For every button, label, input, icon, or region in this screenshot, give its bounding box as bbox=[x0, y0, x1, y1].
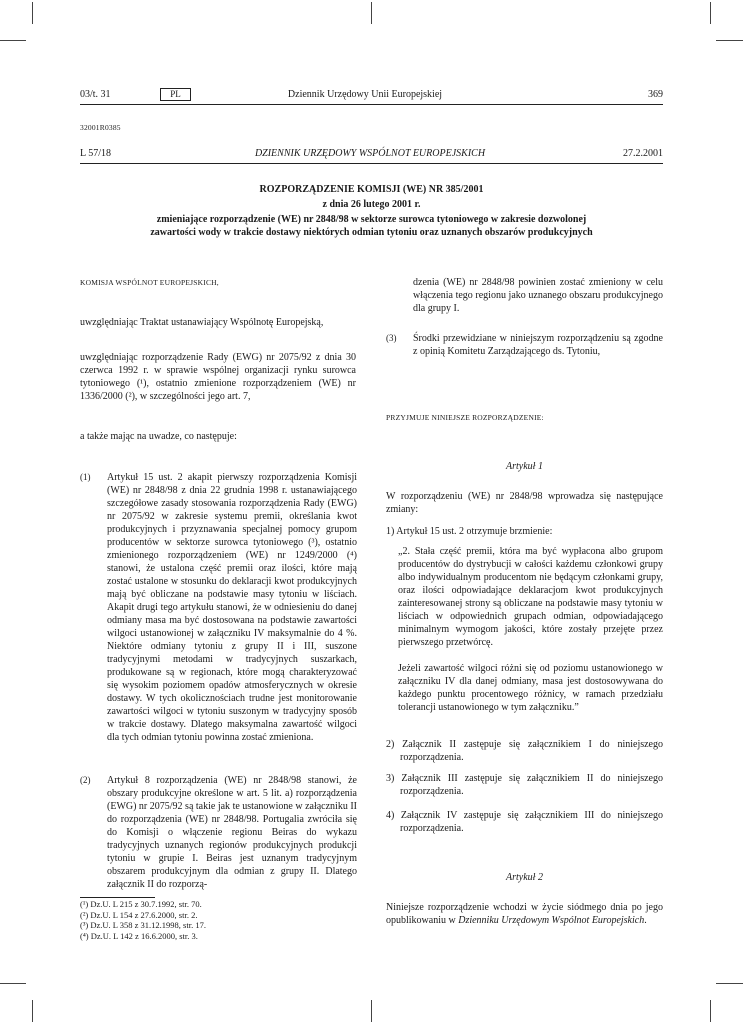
recital-number: (2) bbox=[80, 775, 91, 785]
amendment-item-1: 1) Artykuł 15 ust. 2 otrzymuje brzmienie: bbox=[386, 526, 553, 537]
journal-date: 27.2.2001 bbox=[623, 148, 663, 159]
footnotes bbox=[80, 899, 356, 941]
issuing-authority: KOMISJA WSPÓLNOT EUROPEJSKICH, bbox=[80, 278, 219, 287]
recital-number: (3) bbox=[386, 333, 397, 343]
whereas-intro: a także mając na uwadze, co następuje: bbox=[80, 431, 237, 442]
recital-2-continued: dzenia (WE) nr 2848/98 powinien zostać zmieniony w celu włączenia tego regionu jako uznanego obszaru produkcyjnego dla grupy I. bbox=[413, 277, 663, 314]
language-badge: PL bbox=[160, 88, 191, 101]
footnote-rule bbox=[80, 897, 155, 898]
journal-reference: Dzienniku Urzędowym Wspólnot Europejskich bbox=[458, 915, 645, 926]
article-2-heading: Artykuł 2 bbox=[506, 872, 543, 883]
crop-mark bbox=[710, 1000, 711, 1022]
crop-mark bbox=[32, 2, 33, 24]
amendment-item-4: 4) Załącznik IV zastępuje się załącznikiem III do niniejszego rozporządzenia. bbox=[386, 810, 663, 834]
footnote: (²) Dz.U. L 154 z 27.6.2000, str. 2. bbox=[80, 909, 198, 920]
journal-header-rule bbox=[80, 163, 663, 164]
citation-regulation: uwzględniając rozporządzenie Rady (EWG) nr 2075/92 z dnia 30 czerwca 1992 r. w sprawie wspólnej organizacji rynku surowca tytoniowego (¹), ostatnio zmienione rozporządzeniem (WE) nr 1336/2000 (²), w szczególności jego art. 7, bbox=[80, 352, 356, 402]
amendment-item-2: 2) Załącznik II zastępuje się załącznikiem I do niniejszego rozporządzenia. bbox=[386, 739, 663, 763]
journal-name: Dziennik Urzędowy Unii Europejskiej bbox=[287, 89, 443, 100]
crop-mark bbox=[716, 983, 743, 984]
volume-number: 03/t. 31 bbox=[80, 89, 111, 100]
recital-number: (1) bbox=[80, 472, 91, 482]
crop-mark bbox=[0, 40, 26, 41]
journal-title: DZIENNIK URZĘDOWY WSPÓLNOT EUROPEJSKICH bbox=[254, 148, 486, 159]
running-header bbox=[80, 88, 663, 102]
enacting-formula: PRZYJMUJE NINIEJSZE ROZPORZĄDZENIE: bbox=[386, 413, 544, 422]
recital-2 bbox=[80, 774, 357, 891]
crop-mark bbox=[371, 2, 372, 24]
footnote: (¹) Dz.U. L 215 z 30.7.1992, str. 70. bbox=[80, 899, 202, 909]
amendment-item-3: 3) Załącznik III zastępuje się załącznikiem II do niniejszego rozporządzenia. bbox=[386, 773, 663, 797]
header-rule bbox=[80, 104, 663, 105]
regulation-title: ROZPORZĄDZENIE KOMISJI (WE) NR 385/2001 bbox=[259, 184, 484, 195]
crop-mark bbox=[710, 2, 711, 24]
journal-header bbox=[80, 147, 663, 161]
crop-mark bbox=[32, 1000, 33, 1022]
recital-1 bbox=[80, 471, 357, 744]
quoted-paragraph: Jeżeli zawartość wilgoci różni się od poziomu ustanowionego w załączniku IV dla danej odmiany, masa jest dostosowywana do każdego punktu procentowego różnicy, w ramach przedziału tolerancji ustanowionego w tym załączniku.” bbox=[398, 663, 663, 713]
quoted-paragraph: „2. Stała część premii, która ma być wypłacona albo grupom producentów do dystrybucji w całości każdemu członkowi grupy albo indywidualnym producentom nie będącym członkami grupy, oraz ilości odpowiadające deklaracjom kwot produkcyjnych zainteresowanej strony są obliczane na podstawie masy tytoniu w liściach w odpowiednich grupach odmian, odpowiadającego minimalnym wymogom jakości, które zostały przejęte przez pierwszego przetwórcę. bbox=[398, 546, 663, 648]
footnote: (⁴) Dz.U. L 142 z 16.6.2000, str. 3. bbox=[80, 930, 198, 941]
citation-treaty: uwzględniając Traktat ustanawiający Wspólnotę Europejską, bbox=[80, 317, 324, 328]
article-1-intro: W rozporządzeniu (WE) nr 2848/98 wprowadza się następujące zmiany: bbox=[386, 491, 663, 515]
page-number: 369 bbox=[648, 89, 663, 100]
journal-series: L 57/18 bbox=[80, 148, 112, 159]
crop-mark bbox=[371, 1000, 372, 1022]
recital-text: Artykuł 8 rozporządzenia (WE) nr 2848/98 stanowi, że obszary produkcyjne określone w art. 5 lit. a) rozporządzenia (EWG) nr 2075/92 są takie jak te ustanowione w załączniku II do rozporządzenia (WE) nr 2848/98. Portugalia zwróciła się do Komisji o włączenie regionu Beiras do wykazu tradycyjnych uznanych regionów produkcyjnych produkcji tytoniu w grupie I. Beiras jest uznanym tradycyjnym obszarem produkcyjnym dla odmian z grupy II. Dlatego załącznik II do rozporzą- bbox=[107, 775, 357, 890]
crop-mark bbox=[716, 40, 743, 41]
crop-mark bbox=[0, 983, 26, 984]
article-1-heading: Artykuł 1 bbox=[506, 461, 543, 472]
celex-number: 32001R0385 bbox=[80, 123, 121, 132]
regulation-date: z dnia 26 lutego 2001 r. bbox=[322, 199, 421, 210]
recital-3 bbox=[386, 332, 663, 358]
regulation-subject: zmieniające rozporządzenie (WE) nr 2848/98 w sektorze surowca tytoniowego w zakresie dozwolonej zawartości wody w trakcie dostawy niektórych odmian tytoniu oraz uznanych obszarów produkcyjnych bbox=[150, 214, 593, 238]
footnote: (³) Dz.U. L 358 z 31.12.1998, str. 17. bbox=[80, 920, 206, 930]
recital-text: Środki przewidziane w niniejszym rozporządzeniu są zgodne z opinią Komitetu Zarządzającego ds. Tytoniu, bbox=[413, 333, 663, 357]
recital-text: Artykuł 15 ust. 2 akapit pierwszy rozporządzenia Komisji (WE) nr 2848/98 z dnia 22 grudnia 1998 r. ustanawiającego szczegółowe zasady stosowania rozporządzenia Rady (EWG) nr 2075/92 w zakresie systemu premii, określania kwot produkcyjnych i przyznawania specjalnej pomocy grupom producentów w sektorze surowca tytoniowego (³), ostatnio zmienionego rozporządzeniem (WE) nr 1249/2000 (⁴) stanowi, że ustalona część premii oraz ilości, które mają zostać ustalone w stosunku do deklaracji kwot produkcyjnych mają być obliczane na podstawie masy tytoniu w liściach. Akapit drugi tego artykułu stanowi, że w odniesieniu do danej odmiany masa ma być dostosowana na podstawie zawartości wilgoci ustanowionej w załączniku IV maksymalnie do 4 %. Niektóre odmiany tytoniu z grupy II i III, suszone tradycyjnymi metodami w tradycyjnych suszarkach, produkowane są w regionach, które mogą charakteryzować się wysokim poziomem opadów atmosferycznych w okresie dostawy. W tych okolicznościach trudne jest monitorowanie zawartości wilgoci w tytoniu suszonym w tradycyjny sposób w trakcie dostawy. Dlatego maksymalna zawartość wilgoci dla tych odmian tytoniu powinna zostać zmieniona. bbox=[107, 472, 357, 743]
article-2-text: Niniejsze rozporządzenie wchodzi w życie siódmego dnia po jego opublikowaniu w Dzienniku Urzędowym Wspólnot Europejskich. bbox=[386, 902, 663, 926]
